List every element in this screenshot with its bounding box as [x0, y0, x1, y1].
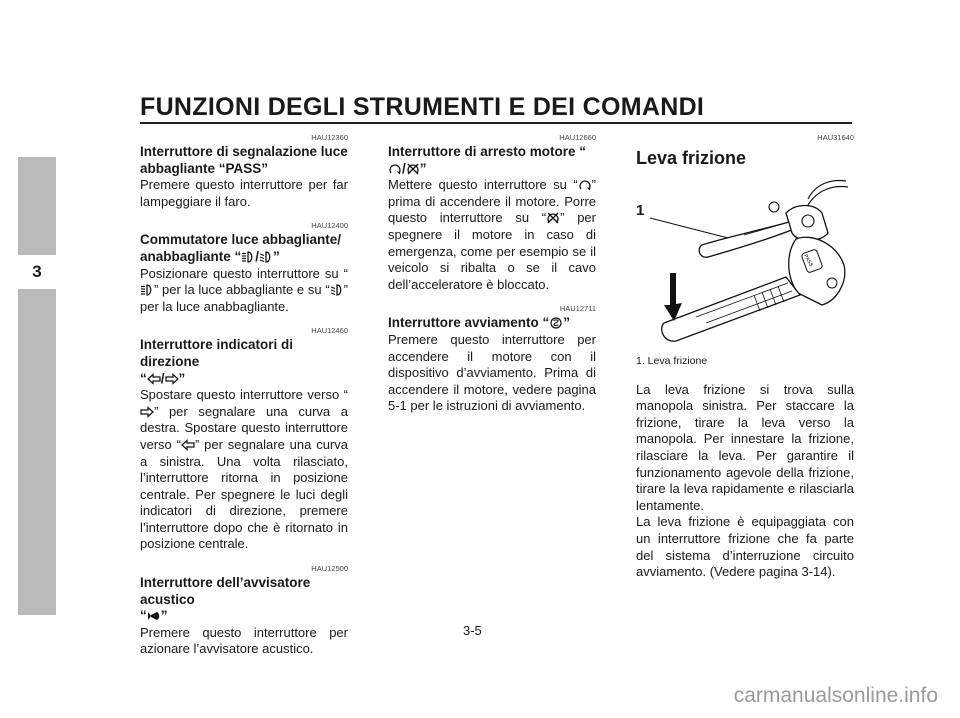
section-code: HAU12460	[311, 326, 348, 336]
column-left	[140, 132, 348, 658]
section-body-horn: Premere questo interruttore per azionare l’avvisatore acustico.	[140, 624, 348, 657]
section-body-clutch-switch: La leva frizione è equipaggiata con un interruttore frizione che fa parte del sistema d’interruzione circuito avviamento. (Vedere pagina 3-14).	[636, 514, 854, 580]
section-body-clutch: La leva frizione si trova sulla manopola sinistra. Per staccare la frizione, tirare la leva verso la manopola. Per innestare la frizione, rilasciare la leva. Per garantire il funzionamento agevole della frizione, tirare la leva rapidamente e rilasciarla lentamente.	[636, 381, 854, 513]
engine-run-icon	[388, 163, 402, 175]
turn-right-icon	[140, 406, 154, 418]
section-body-turn: Spostare questo interruttore verso “ ” per segnalare una curva a destra. Spostare questo interruttore verso “ ” per segnalare una curva a sinistra. Una volta rilasciato, l’interruttore ritorna in posizione centrale. Per spegnere le luci degli indicatori di direzione, premere l’interruttore dopo che è ritornato in posizione centrale.	[140, 387, 348, 552]
figure-callout-label: 1	[636, 202, 645, 219]
chapter-number: 3	[18, 255, 56, 289]
svg-text:PASS: PASS	[802, 253, 814, 268]
section-code: HAU12400	[311, 221, 348, 231]
horn-icon	[147, 610, 161, 622]
column-right	[636, 132, 854, 581]
section-body-start: Premere questo interruttore per accendere il motore con il dispositivo d’avviamento. Prima di accendere il motore, vedere pagina 5-1 per le istruzioni di avviamento.	[388, 331, 596, 414]
section-title-dimmer: Commutatore luce abbagliante/ anabbagliante “ / ”	[140, 232, 342, 264]
clutch-lever-figure	[636, 173, 854, 349]
low-beam-icon	[330, 284, 344, 296]
section-code: HAU12360	[311, 133, 348, 142]
section-title-turn: Interruttore indicatori di direzione “ / ”	[140, 337, 294, 386]
watermark: carmanualsonline.info	[733, 684, 938, 707]
section-code: HAU12711	[559, 304, 596, 314]
high-beam-icon	[140, 284, 154, 296]
figure-caption: 1. Leva frizione	[636, 355, 708, 367]
low-beam-icon	[259, 251, 273, 263]
section-code: HAU31640	[817, 133, 854, 142]
section-body-dimmer: Posizionare questo interruttore su “ ” per la luce abbagliante e su “ ” per la luce anabbagliante.	[140, 265, 348, 314]
section-code: HAU12500	[311, 564, 348, 574]
turn-left-icon	[181, 439, 195, 451]
clutch-lever-illustration	[636, 173, 854, 349]
engine-stop-icon	[406, 163, 420, 175]
high-beam-icon	[241, 251, 255, 263]
engine-stop-icon	[546, 212, 560, 224]
page-number: 3-5	[463, 623, 482, 638]
engine-run-icon	[578, 179, 592, 191]
turn-left-icon	[147, 373, 161, 385]
page-title: FUNZIONI DEGLI STRUMENTI E DEI COMANDI	[140, 93, 705, 121]
section-title-horn: Interruttore dell’avvisatore acustico “ ”	[140, 575, 311, 624]
start-icon	[549, 317, 563, 329]
section-title-clutch: Leva frizione	[636, 148, 747, 168]
section-title-stop: Interruttore di arresto motore “ / ”	[388, 144, 587, 176]
header-rule	[140, 122, 852, 124]
section-body-pass: Premere questo interruttore per far lampeggiare il faro.	[140, 177, 348, 209]
chapter-tab	[18, 157, 56, 615]
section-title-start: Interruttore avviamento “ ”	[388, 315, 571, 331]
section-body-stop: Mettere questo interruttore su “ ” prima di accendere il motore. Porre questo interruttore su “ ” per spegnere il motore in caso di emergenza, come per esempio se il veicolo si ribalta o se il cavo dell’acceleratore è bloccato.	[388, 177, 596, 292]
section-code: HAU12660	[559, 133, 596, 142]
section-title-pass: Interruttore di segnalazione luce abbagliante “PASS”	[140, 144, 348, 176]
turn-right-icon	[165, 373, 179, 385]
column-middle	[388, 132, 596, 415]
